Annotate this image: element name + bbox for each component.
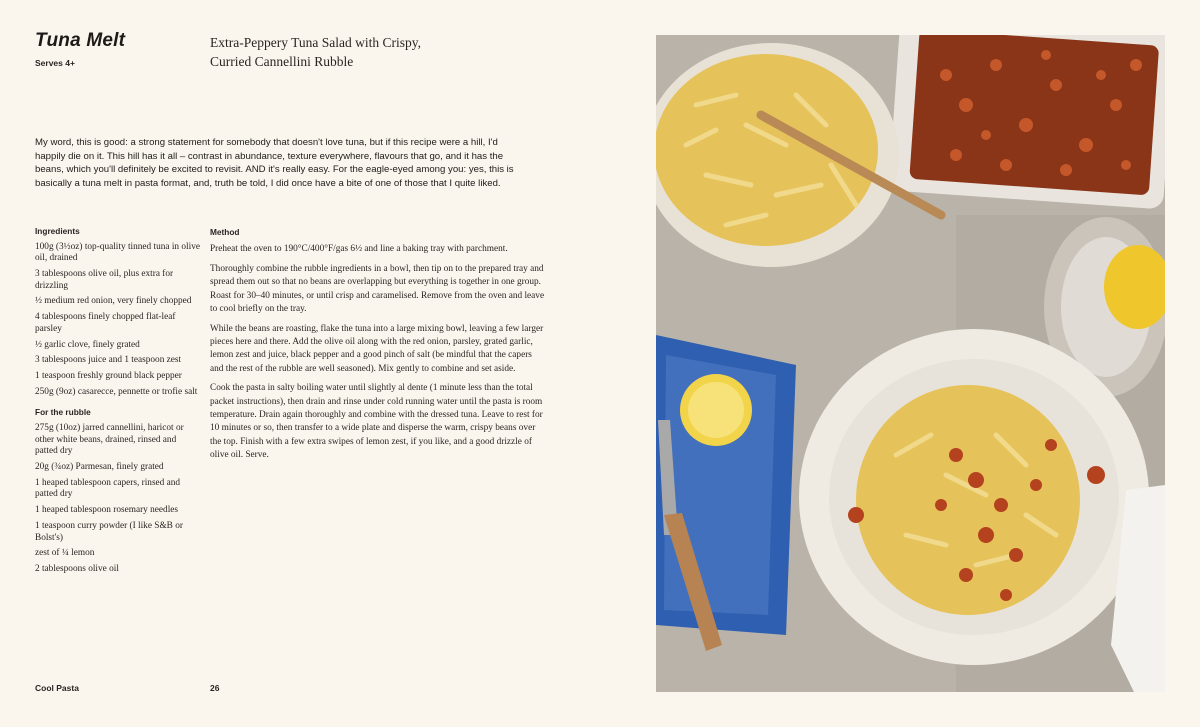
rubble-item: zest of ¼ lemon bbox=[35, 548, 95, 559]
food-photo bbox=[656, 35, 1165, 692]
recipe-title: Tuna Melt bbox=[35, 30, 126, 51]
footer-section-name: Cool Pasta bbox=[35, 683, 79, 693]
ingredient-item: 1 teaspoon freshly ground black pepper bbox=[35, 371, 182, 382]
rubble-item: 1 heaped tablespoon capers, rinsed and patted dry bbox=[35, 477, 181, 500]
ingredients-heading: Ingredients bbox=[35, 226, 80, 236]
pasta-plate bbox=[799, 329, 1149, 665]
ingredient-item: 100g (3½oz) top-quality tinned tuna in olive oil, drained bbox=[35, 241, 200, 264]
ingredient-item: 250g (9oz) casarecce, pennette or trofie salt bbox=[35, 386, 198, 397]
intro-text: My word, this is good: a strong statement for somebody that doesn't love tuna, but if this recipe were a hill, I'd happily die on it. This hill has it all – contrast in abundance, texture everywhere, flavours that go, and it has the beans, which you'll definitely be excited to revisit. AND it's really easy. For the eagle-eyed among you: yes, this is basically a tuna melt in pasta format, and, truth be told, I did once have a bite of one of those that I quite liked. bbox=[35, 137, 514, 189]
ingredient-item: 4 tablespoons finely chopped flat-leaf parsley bbox=[35, 312, 176, 334]
tile-board bbox=[656, 335, 796, 635]
ingredient-item: ½ medium red onion, very finely chopped bbox=[35, 296, 192, 307]
ingredient-item: 3 tablespoons juice and 1 teaspoon zest bbox=[35, 355, 182, 366]
method-step: Preheat the oven to 190°C/400°F/gas 6½ and line a baking tray with parchment. bbox=[210, 244, 508, 255]
method-step: While the beans are roasting, flake the tuna into a large mixing bowl, leaving a few larger pieces here and there. Add the olive oil along with the red onion, parsley, grated garlic, lemon zest and juice, black pepper and a good pinch of salt (be mindful that the capers and the rest of the rubble are well seasoned). Mix gently to combine and set aside. bbox=[210, 323, 544, 374]
method-step: Thoroughly combine the rubble ingredients in a bowl, then tip on to the prepared tray and spread them out so that no beans are overlapping but everything is together in one group. Roast for 30–40 minutes, or until crisp and caramelised. Remove from the oven and leave to cool briefly on the tray. bbox=[210, 264, 545, 314]
method-column bbox=[210, 226, 545, 469]
method-step: Cook the pasta in salty boiling water until slightly al dente (1 minute less than the total packet instructions), then drain and rinse under cold running water until the pasta is room temperature. Drain again thoroughly and combine with the dressed tuna. Leave to rest for 10 minutes or so, then transfer to a wide plate and disperse the warm, crispy beans over the top. Finish with a few extra swipes of lemon zest, if you like, and a good drizzle of olive oil. Serve. bbox=[210, 383, 543, 460]
method-heading: Method bbox=[210, 227, 240, 237]
rubble-item: 20g (¾oz) Parmesan, finely grated bbox=[35, 462, 164, 472]
rubble-item: 2 tablespoons olive oil bbox=[35, 564, 119, 575]
rubble-item: 1 heaped tablespoon rosemary needles bbox=[35, 505, 179, 516]
ingredients-column bbox=[35, 226, 200, 580]
rubble-item: 1 teaspoon curry powder (I like S&B or Bolst's) bbox=[35, 520, 183, 543]
rubble-heading: For the rubble bbox=[35, 407, 91, 418]
rubble-item: 275g (10oz) jarred cannellini, haricot or other white beans, drained, rinsed and patted dry bbox=[35, 423, 184, 457]
ingredient-item: ½ garlic clove, finely grated bbox=[35, 339, 140, 350]
subtitle-line-1: Extra-Peppery Tuna Salad with Crispy, bbox=[210, 35, 421, 50]
recipe-subtitle bbox=[210, 33, 450, 71]
recipe-intro bbox=[35, 136, 525, 190]
ingredient-item: 3 tablespoons olive oil, plus extra for drizzling bbox=[35, 268, 174, 291]
roasting-tray bbox=[888, 35, 1165, 209]
subtitle-line-2: Curried Cannellini Rubble bbox=[210, 54, 354, 69]
food-photo-illustration bbox=[656, 35, 1165, 692]
page-number: 26 bbox=[210, 683, 220, 693]
serves-label: Serves 4+ bbox=[35, 58, 75, 68]
